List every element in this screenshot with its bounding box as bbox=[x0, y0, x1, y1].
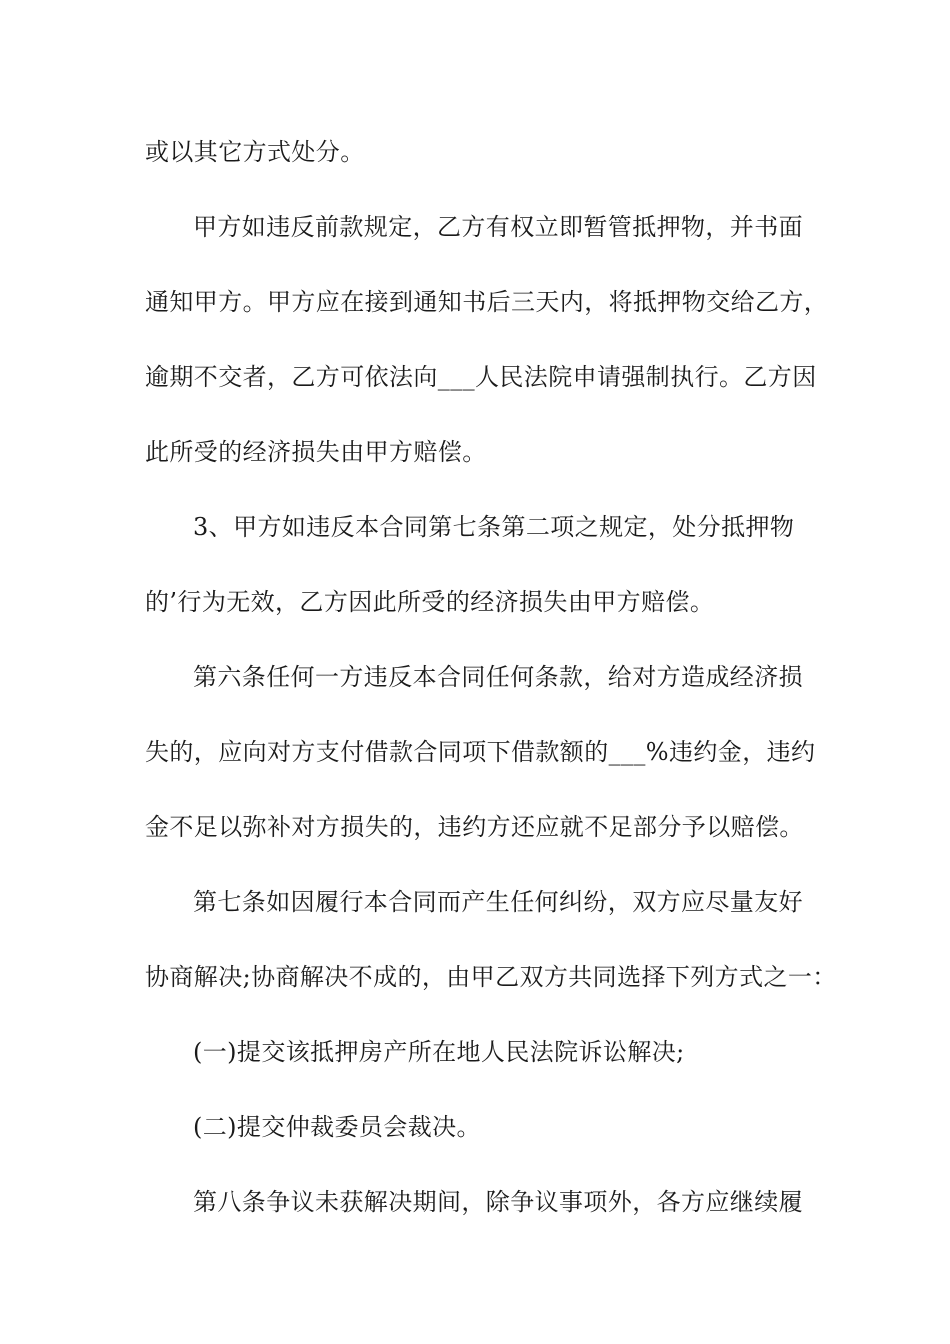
text-line: 此所受的经济损失由甲方赔偿。 bbox=[145, 438, 487, 466]
text-line: 失的，应向对方支付借款合同项下借款额的___%违约金，违约 bbox=[145, 738, 816, 766]
text-line: 第八条争议未获解决期间，除争议事项外，各方应继续履 bbox=[193, 1188, 803, 1216]
text-line: 或以其它方式处分。 bbox=[145, 138, 365, 166]
text-line: 甲方如违反前款规定，乙方有权立即暂管抵押物，并书面 bbox=[193, 213, 803, 241]
text-line: 金不足以弥补对方损失的，违约方还应就不足部分予以赔偿。 bbox=[145, 813, 804, 841]
text-line: 通知甲方。甲方应在接到通知书后三天内，将抵押物交给乙方， bbox=[145, 288, 829, 316]
text-line: 的’行为无效，乙方因此所受的经济损失由甲方赔偿。 bbox=[145, 588, 715, 616]
text-line: 第六条任何一方违反本合同任何条款，给对方造成经济损 bbox=[193, 663, 803, 691]
text-line: 3、甲方如违反本合同第七条第二项之规定，处分抵押物 bbox=[193, 513, 795, 541]
text-line: 第七条如因履行本合同而产生任何纠纷，双方应尽量友好 bbox=[193, 888, 803, 916]
text-line: (一)提交该抵押房产所在地人民法院诉讼解决; bbox=[193, 1038, 685, 1066]
text-line: (二)提交仲裁委员会裁决。 bbox=[193, 1113, 481, 1141]
text-line: 逾期不交者，乙方可依法向___人民法院申请强制执行。乙方因 bbox=[145, 363, 817, 391]
text-line: 协商解决;协商解决不成的，由甲乙双方共同选择下列方式之一： bbox=[145, 963, 837, 991]
